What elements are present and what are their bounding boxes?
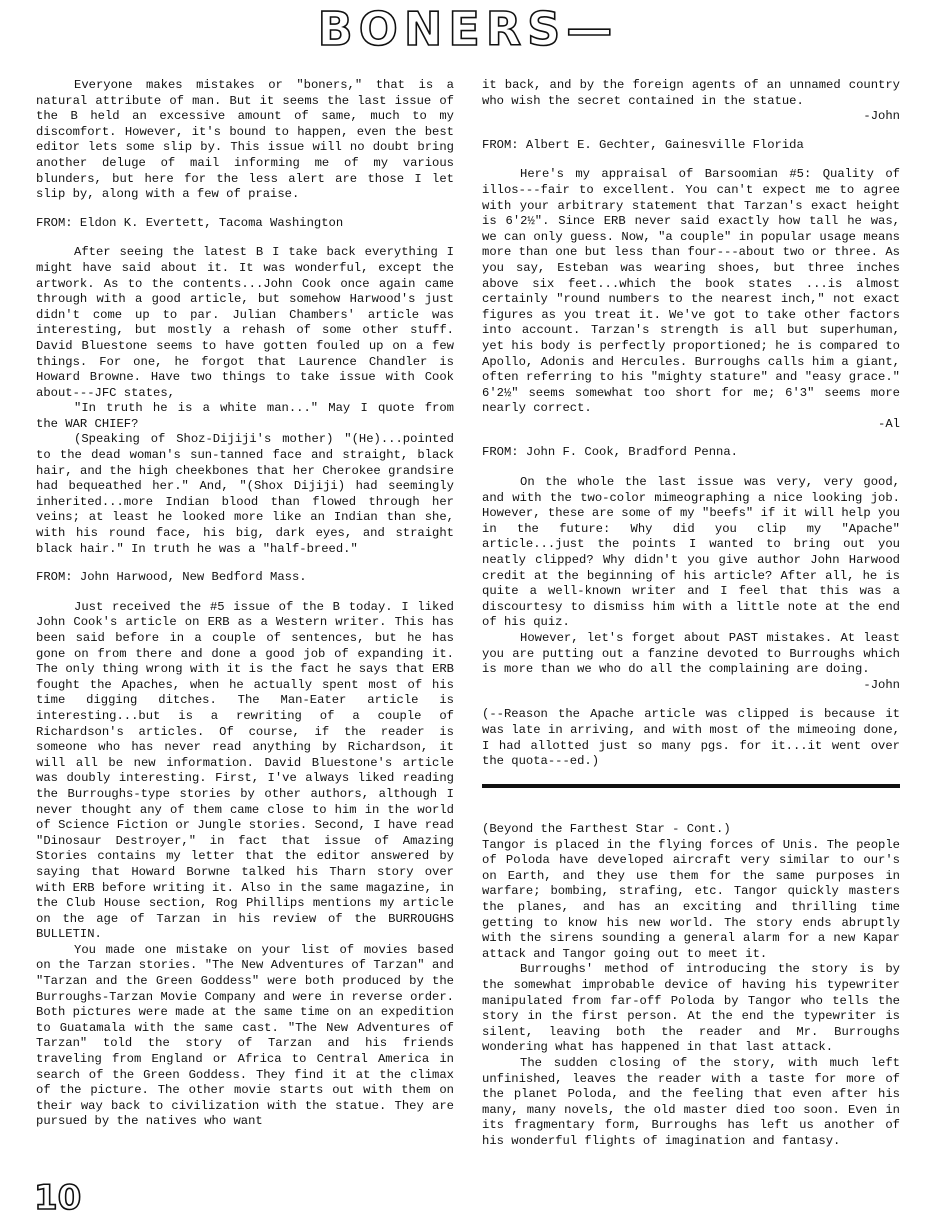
letter-cook-p2: However, let's forget about PAST mistakes. At least you are putting out a fanzine devoted to Burroughs which is more than we who do all the complaining are doing. (482, 631, 900, 677)
right-column (482, 78, 900, 770)
intro-paragraph: Everyone makes mistakes or "boners," that is a natural attribute of man. But it seems the last issue of the B held an excessive amount of same, much to my discomfort. However, it's bound to happen, even the best editor lets some slip by. This issue will no doubt bring another deluge of mail informing me of my various blunders, but here for the less alert are those I let slip by, along with a few of praise. (36, 78, 454, 202)
page-number: 10 (34, 1178, 82, 1218)
signature-john-cook: -John (863, 677, 900, 692)
editor-note: (--Reason the Apache article was clipped is because it was late in arriving, and with most of the mimeoing done, I had allotted just so many pgs. for it...it went over the quota---ed.) (482, 707, 900, 769)
continued-p1: Tangor is placed in the flying forces of Unis. The people of Poloda have developed aircraft very similar to our's on Earth, and they use them for the same purposes in warfare; bombing, strafing, etc. Tangor quickly masters the planes, and has an exciting and thrilling time getting to know his new world. The story ends abruptly with the sirens sounding a general alarm for a new Kapar attack and Tangor going out to meet it. (482, 837, 900, 961)
continued-p2: Burroughs' method of introducing the story is by the somewhat improbable device of having his typewriter manipulated from far-off Poloda by Tangor who tells the story in the first person. At the end the typewriter is silent, leaving both the reader and Mr. Burroughs wondering what has happened in that last attack. (482, 962, 900, 1055)
letter-harwood-p1: Just received the #5 issue of the B today. I liked John Cook's article on ERB as a Western writer. This has been said before in a couple of sentences, but he has gone on from there and done a good job of expanding it. The only thing wrong with it is the fact he says that ERB fought the Apaches, when he actually spent most of his time digging ditches. The Man-Eater article is interesting...but is a rewriting of a couple of Richardson's articles. Of course, if the reader is someone who has never read anything by Richardson, it will all be new information. David Bluestone's article was doubly interesting. First, I've always liked reading the Burroughs-type stories by other authors, although I never thought any of them came close to him in the world of Science Fiction or Jungle stories. Second, I have read "Dinosaur Destroyer," in fact that issue of Amazing Stories contains my letter that the editor answered by saying that Howard Borwne talked his Tharn story over with ERB before writing it. Also in the same magazine, in the Club House section, Rog Phillips mentions my article on the age of Tarzan in his review of the BURROUGHS BULLETIN. (36, 599, 454, 942)
from-heading-evertett: FROM: Eldon K. Evertett, Tacoma Washington (36, 215, 344, 230)
letter-evertett-p3: (Speaking of Shoz-Dijiji's mother) "(He)...pointed to the dead woman's sun-tanned face and straight, black hair, and the high cheekbones that her Cherokee grandsire had bequeathed her." And, "(Shox Dijiji) had seemingly inherited...more Indian blood than flowed through her veins; at least he looked more like an Indian than she, with his round face, his big, dark eyes, and straight black hair." In truth he was a "half-breed." (36, 432, 454, 556)
continued-p3: The sudden closing of the story, with much left unfinished, leaves the reader with a taste for more of the planet Poloda, and the feeling that even after his many, many novels, the old master died too soon. Even in its fragmentary form, Burroughs has left us another of his wonderful flights of imagination and fantasy. (482, 1055, 900, 1148)
letter-cook-p1: On the whole the last issue was very, very good, and with the two-color mimeographing a nice looking job. However, these are some of my "beefs" if it will help you in the future: Why did you clip my "Apache" article...just the points I wanted to bring out you neatly clipped? Why didn't you give author John Harwood credit at the beginning of his article? After all, he is quite a well-known writer and I feel that this was a discourtesy to dismiss him with a little note at the end of his quiz. (482, 475, 900, 630)
letter-harwood-continued: it back, and by the foreign agents of an unnamed country who wish the secret contained in the statue. (482, 78, 900, 108)
from-heading-gechter: FROM: Albert E. Gechter, Gainesville Florida (482, 137, 804, 152)
section-divider (482, 784, 900, 788)
left-column (36, 78, 454, 1130)
from-heading-harwood: FROM: John Harwood, New Bedford Mass. (36, 570, 307, 585)
letter-evertett-p2: "In truth he is a white man..." May I quote from the WAR CHIEF? (36, 401, 454, 431)
from-heading-cook: FROM: John F. Cook, Bradford Penna. (482, 445, 738, 460)
signature-john-harwood: -John (863, 109, 900, 124)
continued-article (482, 822, 900, 1149)
letter-evertett-p1: After seeing the latest B I take back everything I might have said about it. It was wonderful, except the artwork. As to the contents...John Cook once again came through with a good article, but somehow Harwood's just didn't come up to par. Julian Chambers' article was interesting, but mostly a rehash of some other stuff. David Bluestone seems to have gotten fouled up on a few things. For one, he forgot that Laurence Chandler is Howard Browne. Have two things to take issue with Cook about---JFC states, (36, 245, 454, 400)
page-title: BONERS— (317, 2, 619, 56)
letter-gechter-p1: Here's my appraisal of Barsoomian #5: Quality of illos---fair to excellent. You can't expect me to agree with your arbitrary statement that Tarzan's exact height is 6'2½". Since ERB never said exactly how tall he was, we can only guess. Now, "a couple" in popular usage means more than one but less than four---about two or three. As you say, Esteban was wearing shoes, but three inches above six feet...which the book states ...is almost certainly "round numbers to the nearest inch," not exact figures as you treat it. We've got to take other factors into account. Tarzan's strength is all but superhuman, yet his body is perfectly proportioned; he is compared to Apollo, Adonis and Hercules. Burroughs calls him a giant, often referring to his "mighty stature" and "easy grace." 6'2½" seems somewhat too short for me; 6'3" seems more nearly correct. (482, 167, 900, 416)
continued-heading: (Beyond the Farthest Star - Cont.) (482, 822, 731, 836)
letter-harwood-p2: You made one mistake on your list of movies based on the Tarzan stories. "The New Adventures of Tarzan" and "Tarzan and the Green Goddess" were both produced by the Burroughs-Tarzan Movie Company and were in reverse order. Both pictures were made at the same time on an expedition to Guatamala with the same cast. "The New Adventures of Tarzan" told the story of Tarzan and his friends traveling from England or Africa to Central America in search of the Green Goddess. They find it at the climax of the picture. The other movie starts out with them on their way back to civilization with the statue. They are pursued by the natives who want (36, 942, 454, 1129)
signature-al: -Al (878, 416, 900, 431)
